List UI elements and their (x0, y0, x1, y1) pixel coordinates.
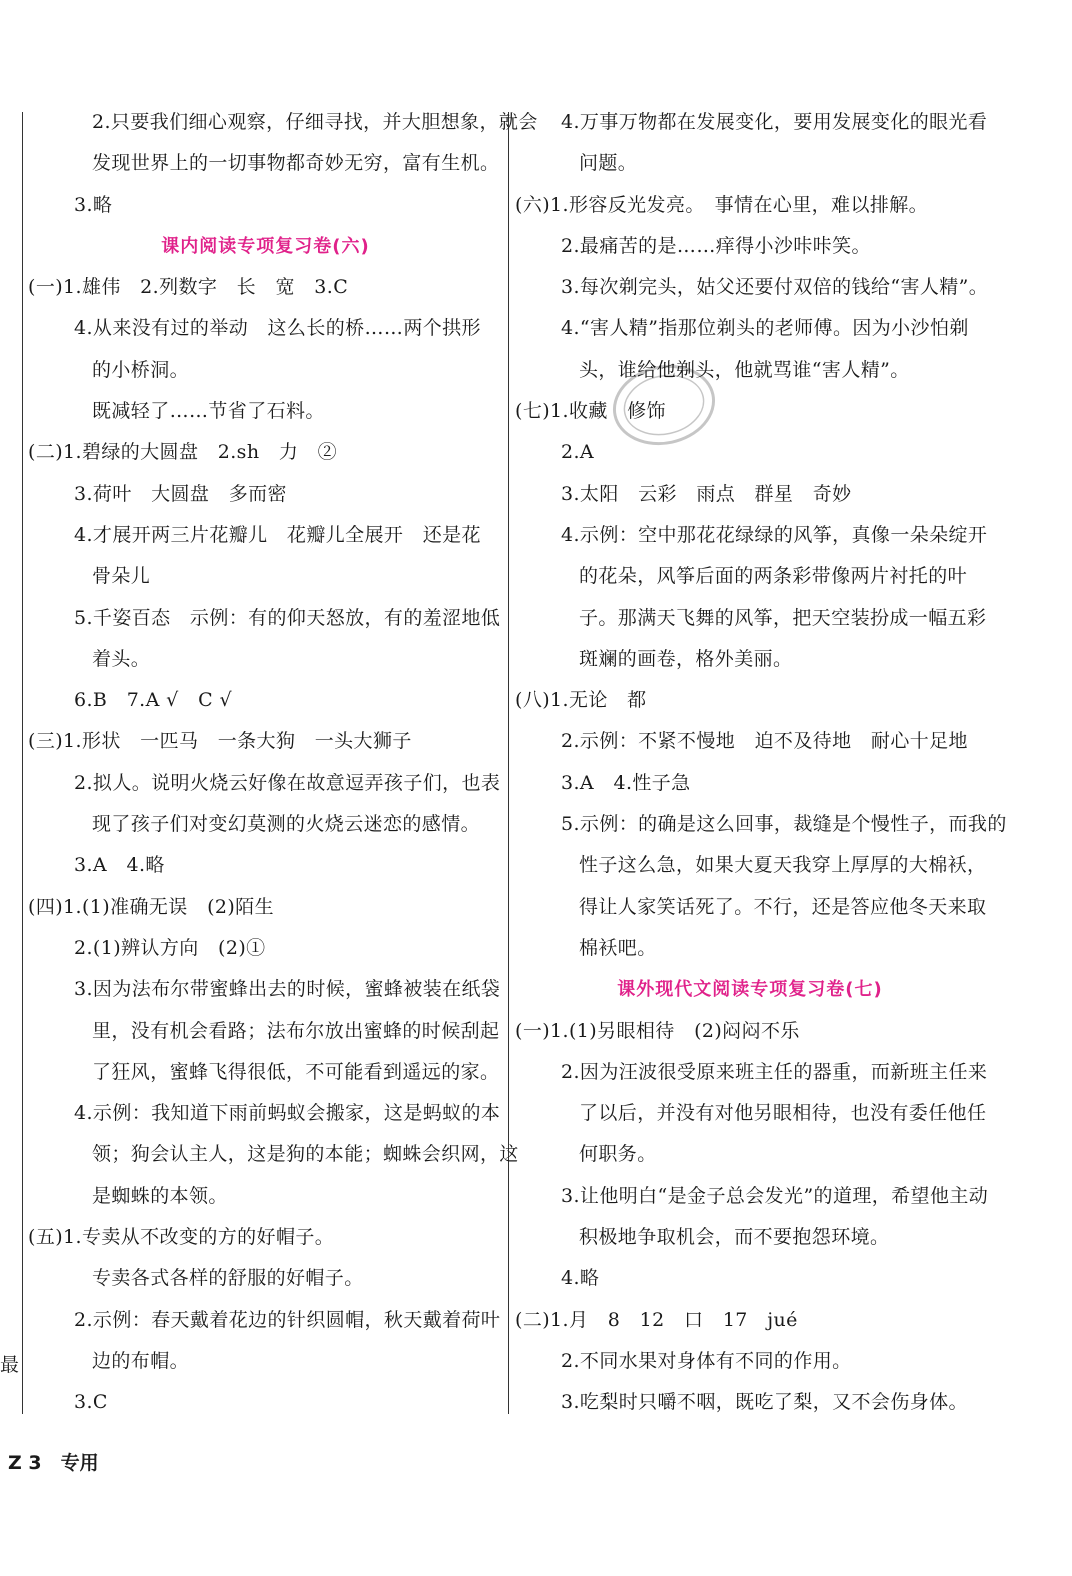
left-answer-line: 2.示例：春天戴着花边的针织圆帽，秋天戴着荷叶 (74, 1308, 501, 1331)
right-answer-line: 子。那满天飞舞的风筝，把天空装扮成一幅五彩 (579, 606, 987, 629)
left-answer-line: 3.A 4.略 (74, 854, 165, 877)
right-answer-line: 3.吃梨时只嚼不咽，既吃了梨，又不会伤身体。 (561, 1391, 968, 1414)
right-answer-line: 3.每次剃完头，姑父还要付双倍的钱给“害人精”。 (561, 276, 989, 299)
left-answer-line: 5.千姿百态 示例：有的仰天怒放，有的羞涩地低 (74, 606, 501, 629)
right-answer-line: 4.万事万物都在发展变化，要用发展变化的眼光看 (561, 111, 988, 133)
left-answer-line: 4.才展开两三片花瓣儿 花瓣儿全展开 还是花 (74, 523, 481, 546)
left-answer-line: 边的布帽。 (92, 1349, 190, 1372)
right-answer-line: (七)1.收藏 修饰 (515, 400, 666, 423)
left-answer-line: 着头。 (92, 647, 151, 670)
left-answer-line: 6.B 7.A √ C √ (74, 689, 232, 712)
section-heading: 课外现代文阅读专项复习卷(七) (617, 979, 883, 1001)
left-answer-line: 2.只要我们细心观察，仔细寻找，并大胆想象，就会 (92, 111, 538, 133)
left-answer-line: (四)1.(1)准确无误 (2)陌生 (28, 895, 274, 918)
left-answer-line: 2.(1)辨认方向 (2)① (74, 936, 266, 959)
left-answer-line: (一)1.雄伟 2.列数字 长 宽 3.C (28, 276, 349, 299)
right-answer-line: (一)1.(1)另眼相待 (2)闷闷不乐 (515, 1019, 800, 1042)
left-answer-line: 骨朵儿 (92, 565, 151, 588)
left-answer-line: 3.因为法布尔带蜜蜂出去的时候，蜜蜂被装在纸袋 (74, 978, 501, 1001)
left-column (28, 102, 538, 1424)
left-answer-line: 3.C (74, 1391, 108, 1414)
left-answer-line: 了狂风，蜜蜂飞得很低，不可能看到遥远的家。 (92, 1060, 500, 1083)
right-answer-line: 4.示例：空中那花花绿绿的风筝，真像一朵朵绽开 (561, 523, 988, 546)
page-footer: Z 3 专用 (8, 1452, 99, 1474)
right-answer-line: 4.略 (561, 1267, 600, 1290)
left-answer-line: 既减轻了……节省了石料。 (92, 400, 325, 423)
right-answer-line: 2.最痛苦的是……痒得小沙咔咔笑。 (561, 234, 871, 257)
left-answer-line: 领；狗会认主人，这是狗的本能；蜘蛛会织网，这 (92, 1143, 519, 1166)
right-answer-line: 问题。 (579, 152, 638, 175)
right-answer-line: 2.A (561, 441, 595, 464)
right-answer-line: 3.太阳 云彩 雨点 群星 奇妙 (561, 482, 852, 505)
right-answer-line: 头，谁给他剃头，他就骂谁“害人精”。 (579, 358, 910, 381)
left-answer-line: (三)1.形状 一匹马 一条大狗 一头大狮子 (28, 730, 412, 753)
right-answer-line: 4.“害人精”指那位剃头的老师傅。因为小沙怕剃 (561, 317, 969, 340)
right-answer-line: (二)1.月 8 12 口 17 jué (515, 1308, 798, 1331)
right-answer-line: 了以后，并没有对他另眼相待，也没有委任他任 (579, 1102, 987, 1125)
left-answer-line: (五)1.专卖从不改变的方的好帽子。 (28, 1226, 335, 1249)
right-answer-line: 3.让他明白“是金子总会发光”的道理，希望他主动 (561, 1184, 989, 1207)
right-answer-line: 的花朵，风筝后面的两条彩带像两片衬托的叶 (579, 565, 968, 588)
right-answer-line: 2.示例：不紧不慢地 迫不及待地 耐心十足地 (561, 730, 968, 753)
right-answer-line: 棉袄吧。 (579, 936, 657, 959)
left-answer-line: 2.拟人。说明火烧云好像在故意逗弄孩子们，也表 (74, 771, 501, 794)
right-answer-line: 2.不同水果对身体有不同的作用。 (561, 1349, 852, 1372)
left-answer-line: (二)1.碧绿的大圆盘 2.sh 力 ② (28, 441, 338, 464)
column-divider (508, 112, 509, 1414)
right-answer-line: 2.因为汪波很受原来班主任的器重，而新班主任来 (561, 1060, 988, 1083)
section-heading: 课内阅读专项复习卷(六) (161, 235, 370, 257)
right-answer-line: (六)1.形容反光发亮。 事情在心里，难以排解。 (515, 193, 929, 216)
left-answer-line: 4.示例：我知道下雨前蚂蚁会搬家，这是蚂蚁的本 (74, 1102, 501, 1125)
left-answer-line: 是蜘蛛的本领。 (92, 1184, 228, 1207)
left-margin-rule (22, 112, 23, 1414)
right-answer-line: 性子这么急，如果大夏天我穿上厚厚的大棉袄， (579, 854, 987, 877)
left-answer-line: 专卖各式各样的舒服的好帽子。 (92, 1267, 364, 1290)
left-answer-line: 现了孩子们对变幻莫测的火烧云迷恋的感情。 (92, 813, 481, 836)
right-answer-line: (八)1.无论 都 (515, 689, 647, 712)
left-answer-line: 里，没有机会看路；法布尔放出蜜蜂的时候刮起 (92, 1019, 500, 1042)
right-answer-line: 积极地争取机会，而不要抱怨环境。 (579, 1226, 890, 1249)
right-column (515, 102, 1007, 1424)
right-answer-line: 得让人家笑话死了。不行，还是答应他冬天来取 (579, 895, 987, 918)
right-answer-line: 3.A 4.性子急 (561, 771, 691, 794)
right-answer-line: 斑斓的画卷，格外美丽。 (579, 647, 793, 670)
cut-off-edge-char: 最 (0, 1354, 20, 1376)
left-answer-line: 的小桥洞。 (92, 358, 190, 381)
left-answer-line: 3.荷叶 大圆盘 多而密 (74, 482, 287, 505)
left-answer-line: 发现世界上的一切事物都奇妙无穷，富有生机。 (92, 152, 500, 175)
right-answer-line: 何职务。 (579, 1143, 657, 1166)
left-answer-line: 3.略 (74, 193, 113, 216)
right-answer-line: 5.示例：的确是这么回事，裁缝是个慢性子，而我的 (561, 813, 1007, 836)
left-answer-line: 4.从来没有过的举动 这么长的桥……两个拱形 (74, 317, 481, 340)
